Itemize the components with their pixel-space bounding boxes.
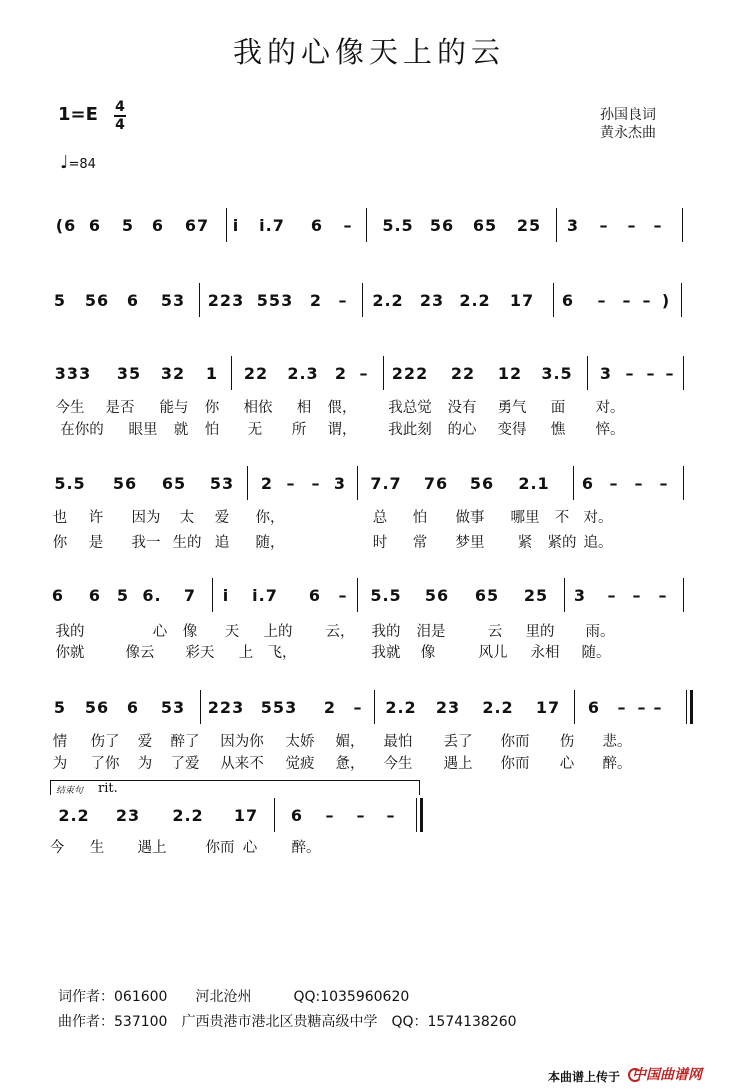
note-token: 223: [207, 291, 245, 310]
note-token: 3: [566, 216, 580, 235]
note-token: 6: [581, 474, 595, 493]
lyric-word: 勇气: [497, 400, 527, 416]
lyric-word: 谓，: [327, 422, 357, 438]
key-signature: 1=E: [58, 104, 98, 125]
note-token: –: [637, 698, 647, 717]
note-token: 53: [160, 291, 186, 310]
lyric-word: 醉了: [170, 734, 200, 750]
lyric-word: 悲。: [602, 734, 632, 750]
lyric-word: 怕: [204, 422, 220, 438]
note-token: 56: [429, 216, 455, 235]
note-token: 2.2: [58, 806, 90, 825]
lyric-word: 像: [182, 624, 198, 640]
lyric-word: 随，: [255, 535, 285, 551]
ritardando-marking: rit.: [98, 781, 118, 796]
site-logo[interactable]: 中国曲谱网: [632, 1067, 702, 1083]
lyric-word: 对。: [595, 400, 625, 416]
lyric-word: 我的: [55, 624, 85, 640]
bar-line: [574, 690, 575, 724]
note-token: 25: [523, 586, 549, 605]
bar-line: [683, 578, 684, 612]
note-token: 223: [207, 698, 245, 717]
lyric-word: 为: [52, 756, 68, 772]
note-token: –: [617, 698, 627, 717]
note-token: –: [632, 586, 642, 605]
coda-label: 结束句: [56, 786, 84, 796]
note-token: 6: [587, 698, 601, 717]
note-token: –: [338, 586, 348, 605]
note-token: 22: [450, 364, 476, 383]
note-token: –: [658, 586, 668, 605]
lyric-word: 偎，: [327, 400, 357, 416]
lyric-word: 追: [214, 535, 230, 551]
note-token: 1: [205, 364, 219, 383]
note-token: 22: [243, 364, 269, 383]
note-token: 2.2: [459, 291, 491, 310]
note-token: i: [232, 216, 240, 235]
note-token: –: [607, 586, 617, 605]
lyric-word: 相: [296, 400, 312, 416]
note-token: –: [653, 216, 663, 235]
note-token: 553: [256, 291, 294, 310]
note-token: 7: [183, 586, 197, 605]
note-token: ): [661, 291, 671, 310]
note-token: 65: [474, 586, 500, 605]
note-token: –: [625, 364, 635, 383]
lyric-line-4: [0, 531, 738, 553]
note-token: 2.1: [518, 474, 550, 493]
lyric-word: 伤了: [90, 734, 120, 750]
note-token: –: [311, 474, 321, 493]
lyric-line-6: [0, 641, 738, 663]
lyric-word: 媚，: [335, 734, 365, 750]
note-token: –: [659, 474, 669, 493]
note-token: –: [386, 806, 396, 825]
bar-line: [247, 466, 248, 500]
credits: [600, 106, 656, 142]
lyric-word: 紧的: [547, 535, 577, 551]
note-token: 6: [561, 291, 575, 310]
note-token: 6: [308, 586, 322, 605]
note-token: 12: [497, 364, 523, 383]
lyric-word: 太: [179, 510, 195, 526]
note-token: 56: [424, 586, 450, 605]
lyric-word: 的心: [447, 422, 477, 438]
lyric-word: 常: [412, 535, 428, 551]
lyric-word: 变得: [497, 422, 527, 438]
lyric-line-coda: [0, 836, 738, 858]
note-token: (6: [55, 216, 77, 235]
bar-line: [683, 356, 684, 390]
lyric-word: 眼里: [128, 422, 158, 438]
lyric-word: 因为: [131, 510, 161, 526]
lyric-word: 就: [173, 422, 189, 438]
lyric-word: 不: [554, 510, 570, 526]
time-sig-top: 4: [115, 99, 125, 115]
lyric-word: 情: [52, 734, 68, 750]
lyric-word: 憔: [550, 422, 566, 438]
bar-line: [383, 356, 384, 390]
lyric-word: 云: [487, 624, 503, 640]
bar-line: [357, 466, 358, 500]
bar-line: [686, 690, 687, 724]
bar-line: [212, 578, 213, 612]
note-token: –: [286, 474, 296, 493]
lyric-word: 风儿: [478, 645, 508, 661]
note-token: 2.2: [172, 806, 204, 825]
note-token: 5: [53, 291, 67, 310]
note-token: –: [356, 806, 366, 825]
notation-row-1: [0, 216, 738, 256]
lyric-word: 生: [89, 840, 105, 856]
note-token: 2.3: [287, 364, 319, 383]
lyric-word: 伤: [559, 734, 575, 750]
lyric-word: 对。: [583, 510, 613, 526]
lyric-word: 哪里: [510, 510, 540, 526]
lyric-word: 没有: [447, 400, 477, 416]
lyric-word: 里的: [525, 624, 555, 640]
lyric-line-1: [0, 396, 738, 418]
note-token: –: [665, 364, 675, 383]
lyric-word: 你而: [500, 734, 530, 750]
lyric-word: 紧: [517, 535, 533, 551]
lyric-word: 雨。: [585, 624, 615, 640]
note-token: 6: [51, 586, 65, 605]
note-token: 23: [115, 806, 141, 825]
time-sig-bottom: 4: [115, 117, 125, 133]
note-token: 6: [126, 698, 140, 717]
tempo-value: =84: [68, 157, 96, 172]
lyric-word: 醉。: [291, 840, 321, 856]
note-token: 6: [290, 806, 304, 825]
bar-line: [573, 466, 574, 500]
note-token: 65: [472, 216, 498, 235]
note-token: –: [343, 216, 353, 235]
lyric-word: 彩天: [185, 645, 215, 661]
lyric-word: 是: [88, 535, 104, 551]
note-token: i.7: [259, 216, 285, 235]
lyric-word: 云，: [325, 624, 355, 640]
lyric-word: 我此刻: [388, 422, 432, 438]
note-token: –: [622, 291, 632, 310]
note-token: –: [599, 216, 609, 235]
lyric-word: 爱: [214, 510, 230, 526]
note-token: 2: [309, 291, 323, 310]
note-token: 3: [333, 474, 347, 493]
lyric-word: 能与: [159, 400, 189, 416]
bar-line: [231, 356, 232, 390]
bar-line: [683, 466, 684, 500]
lyric-word: 从来不: [220, 756, 264, 772]
lyric-word: 总: [372, 510, 388, 526]
lyric-word: 了爱: [170, 756, 200, 772]
lyric-word: 像: [420, 645, 436, 661]
composer-credit: 黄永杰曲: [600, 125, 656, 141]
note-token: 2.2: [385, 698, 417, 717]
note-token: –: [338, 291, 348, 310]
lyric-word: 最怕: [383, 734, 413, 750]
note-token: 6: [126, 291, 140, 310]
lyric-word: 今生: [55, 400, 85, 416]
lyric-word: 今: [49, 840, 65, 856]
lyric-word: 无: [247, 422, 263, 438]
note-token: 222: [391, 364, 429, 383]
note-token: 7.7: [370, 474, 402, 493]
note-token: 65: [161, 474, 187, 493]
lyric-word: 你而: [500, 756, 530, 772]
lyric-line-3: [0, 506, 738, 528]
bar-line: [274, 798, 275, 832]
lyric-word: 永相: [530, 645, 560, 661]
bar-line: [200, 690, 201, 724]
lyric-word: 今生: [383, 756, 413, 772]
note-token: 3: [599, 364, 613, 383]
bar-line: [416, 798, 417, 832]
note-token: 553: [260, 698, 298, 717]
note-token: 2.2: [482, 698, 514, 717]
lyric-word: 怕: [412, 510, 428, 526]
note-token: –: [646, 364, 656, 383]
lyric-word: 时: [372, 535, 388, 551]
lyric-word: 随。: [581, 645, 611, 661]
bar-line: [556, 208, 557, 242]
lyric-word: 惫，: [335, 756, 365, 772]
lyric-line-8: [0, 752, 738, 774]
note-token: 5.5: [54, 474, 86, 493]
lyric-word: 醉。: [602, 756, 632, 772]
bar-line: [199, 283, 200, 317]
song-title: 我的心像天上的云: [232, 35, 505, 69]
note-token: –: [325, 806, 335, 825]
lyric-word: 相依: [243, 400, 273, 416]
lyric-word: 你而: [205, 840, 235, 856]
lyric-word: 遇上: [137, 840, 167, 856]
note-token: 17: [509, 291, 535, 310]
note-token: 5.5: [370, 586, 402, 605]
footer-composer: 曲作者：537100 广西贵港市港北区贵糖高级中学 QQ：1574138260: [58, 1014, 517, 1030]
lyric-word: 我就: [371, 645, 401, 661]
bar-line: [374, 690, 375, 724]
lyric-word: 泪是: [416, 624, 446, 640]
lyric-word: 悴。: [595, 422, 625, 438]
note-token: 23: [435, 698, 461, 717]
bar-line: [681, 283, 682, 317]
lyric-word: 为: [137, 756, 153, 772]
note-token: 5: [116, 586, 130, 605]
note-token: 2: [334, 364, 348, 383]
note-token: 56: [112, 474, 138, 493]
bar-line: [226, 208, 227, 242]
note-token: 53: [209, 474, 235, 493]
lyric-word: 也: [52, 510, 68, 526]
note-token: 5: [53, 698, 67, 717]
lyric-word: 爱: [137, 734, 153, 750]
notation-row-2: [0, 291, 738, 331]
lyric-word: 遇上: [443, 756, 473, 772]
lyric-word: 心: [559, 756, 575, 772]
lyric-word: 我的: [371, 624, 401, 640]
lyric-line-2: [0, 418, 738, 440]
note-token: 56: [469, 474, 495, 493]
note-token: 5: [121, 216, 135, 235]
lyric-word: 所: [291, 422, 307, 438]
bar-line: [682, 208, 683, 242]
note-token: –: [653, 698, 663, 717]
lyric-word: 丢了: [443, 734, 473, 750]
note-token: 6: [88, 216, 102, 235]
note-token: 76: [423, 474, 449, 493]
lyric-word: 心: [242, 840, 258, 856]
lyric-word: 飞，: [267, 645, 297, 661]
note-token: –: [627, 216, 637, 235]
note-token: 56: [84, 698, 110, 717]
lyric-word: 你，: [255, 510, 285, 526]
note-token: 2.2: [372, 291, 404, 310]
note-token: –: [609, 474, 619, 493]
note-token: 23: [419, 291, 445, 310]
note-token: 5.5: [382, 216, 414, 235]
note-token: 53: [160, 698, 186, 717]
note-token: 32: [160, 364, 186, 383]
bar-line: [553, 283, 554, 317]
note-token: i: [222, 586, 230, 605]
bar-line: [564, 578, 565, 612]
note-token: –: [597, 291, 607, 310]
bar-line: [366, 208, 367, 242]
lyric-word: 像云: [125, 645, 155, 661]
note-token: 333: [54, 364, 92, 383]
lyric-line-5: [0, 620, 738, 642]
lyric-word: 因为你: [220, 734, 264, 750]
bar-line: [362, 283, 363, 317]
upload-label: 本曲谱上传于: [548, 1070, 621, 1084]
lyric-word: 了你: [90, 756, 120, 772]
final-bar-line: [690, 690, 693, 724]
final-bar-line: [420, 798, 423, 832]
note-token: 56: [84, 291, 110, 310]
note-token: –: [634, 474, 644, 493]
note-token: 3: [573, 586, 587, 605]
note-token: 2: [260, 474, 274, 493]
lyric-word: 是否: [105, 400, 135, 416]
tempo-marking: [60, 152, 96, 173]
bar-line: [357, 578, 358, 612]
lyric-word: 心: [152, 624, 168, 640]
note-token: 6: [151, 216, 165, 235]
lyric-word: 觉疲: [285, 756, 315, 772]
note-token: 35: [116, 364, 142, 383]
lyric-word: 我总觉: [388, 400, 432, 416]
lyric-word: 你: [52, 535, 68, 551]
lyric-word: 上: [238, 645, 254, 661]
note-token: 6: [310, 216, 324, 235]
lyric-word: 生的: [172, 535, 202, 551]
lyric-word: 面: [550, 400, 566, 416]
note-token: 6: [88, 586, 102, 605]
lyricist-credit: 孙国良词: [600, 107, 656, 123]
note-token: –: [359, 364, 369, 383]
note-token: 25: [516, 216, 542, 235]
note-token: 67: [184, 216, 210, 235]
lyric-word: 你就: [55, 645, 85, 661]
note-token: 17: [535, 698, 561, 717]
lyric-word: 我一: [131, 535, 161, 551]
bar-line: [587, 356, 588, 390]
note-token: 2: [323, 698, 337, 717]
lyric-word: 做事: [455, 510, 485, 526]
lyric-line-7: [0, 730, 738, 752]
lyric-word: 在你的: [60, 422, 104, 438]
lyric-word: 天: [224, 624, 240, 640]
time-signature: [114, 100, 126, 132]
footer-lyricist: 词作者：061600 河北沧州 QQ:1035960620: [58, 989, 410, 1005]
note-token: i.7: [252, 586, 278, 605]
lyric-word: 你: [204, 400, 220, 416]
lyric-word: 太娇: [285, 734, 315, 750]
note-token: 3.5: [541, 364, 573, 383]
lyric-word: 上的: [263, 624, 293, 640]
note-token: –: [353, 698, 363, 717]
note-token: –: [642, 291, 652, 310]
lyric-word: 梦里: [455, 535, 485, 551]
note-token: 6.: [142, 586, 162, 605]
quarter-note-icon: ♩: [60, 152, 69, 173]
note-token: 17: [233, 806, 259, 825]
lyric-word: 许: [88, 510, 104, 526]
lyric-word: 追。: [583, 535, 613, 551]
